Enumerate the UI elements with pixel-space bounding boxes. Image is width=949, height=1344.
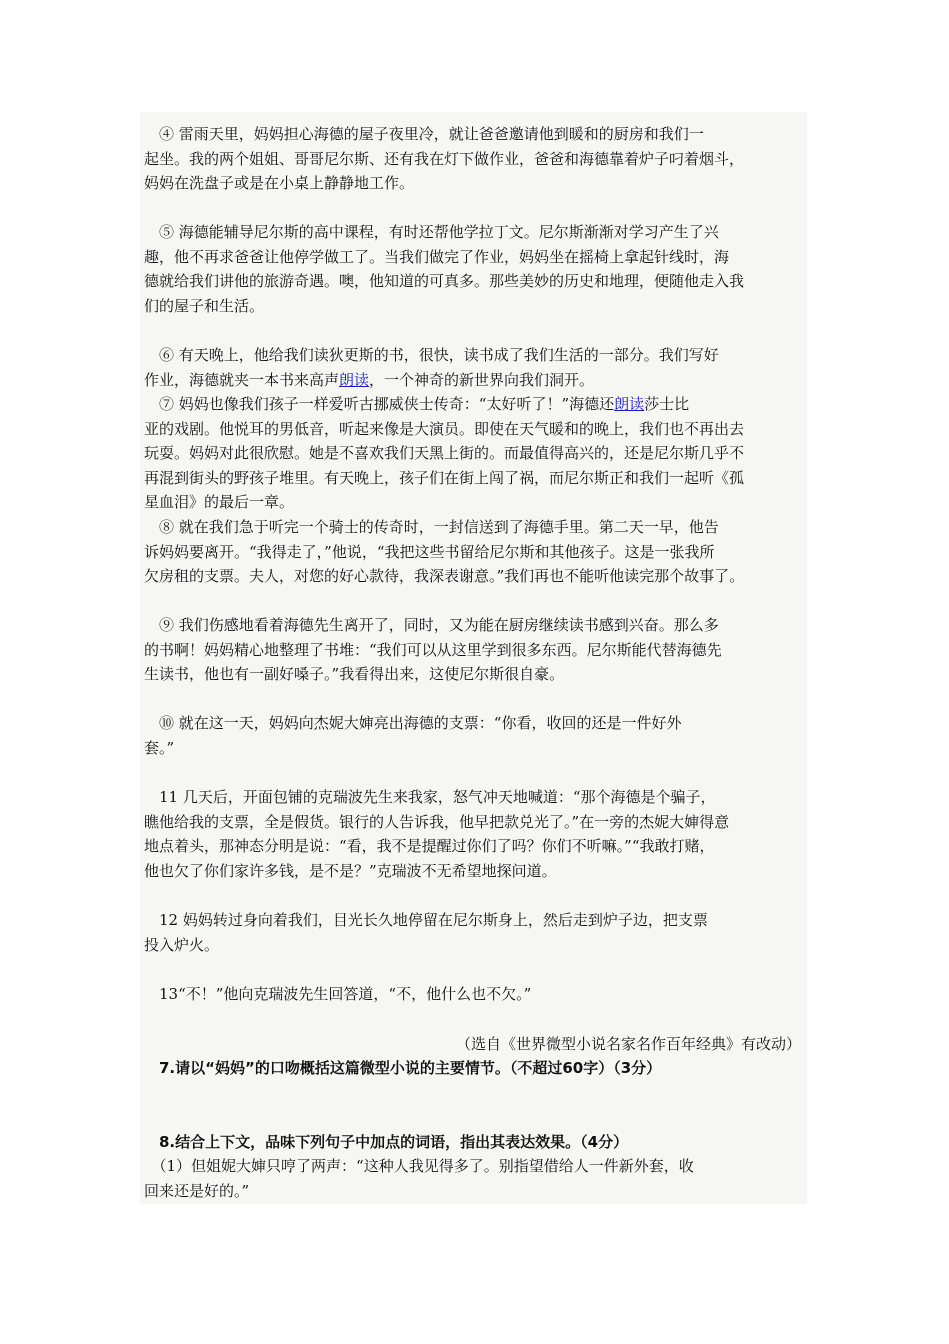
- text-line: 地点着头，那神态分明是说：“看，我不是提醒过你们了吗？你们不听嘛。”“我敢打赌，: [144, 837, 715, 855]
- paragraph-6: [144, 343, 810, 392]
- text-line: 诉妈妈要离开。“我得走了，”他说，“我把这些书留给尼尔斯和其他孩子。这是一张我所: [144, 542, 715, 561]
- read-aloud-link[interactable]: 朗读: [339, 370, 370, 389]
- text-line: 趣，他不再求爸爸让他停学做工了。当我们做完了作业，妈妈坐在摇椅上拿起针线时，海: [144, 247, 730, 266]
- text-line: （1）但姐妮大婶只哼了两声：“这种人我见得多了。别指望借给人一件新外套，收: [144, 1157, 694, 1175]
- text-line: 12 妈妈转过身向着我们，目光长久地停留在尼尔斯身上，然后走到炉子边，把支票: [144, 911, 708, 929]
- text-line: 13“不！”他向克瑞波先生回答道，“不，他什么也不欠。”: [144, 985, 532, 1003]
- text-segment: 莎士比: [644, 395, 690, 413]
- text-line: ⑨ 我们伤感地看着海德先生离开了，同时，又为能在厨房继续读书感到兴奋。那么多: [144, 616, 719, 634]
- text-line: 妈妈在洗盘子或是在小桌上静静地工作。: [144, 174, 415, 192]
- read-aloud-link[interactable]: 朗读: [614, 395, 645, 413]
- text-line: ⑤ 海德能辅导尼尔斯的高中课程，有时还帮他学拉丁文。尼尔斯渐渐对学习产生了兴: [144, 223, 719, 241]
- text-line: 星血泪》的最后一章。: [144, 493, 295, 511]
- text-line: 套。”: [144, 738, 175, 757]
- question-8: 8.结合上下文，品味下列句子中加点的词语，指出其表达效果。（4分）: [144, 1133, 629, 1151]
- text-line: 起坐。我的两个姐姐、哥哥尼尔斯、还有我在灯下做作业，爸爸和海德靠着炉子叼着烟斗，: [144, 149, 745, 168]
- paragraph-13: [144, 982, 810, 1007]
- text-line: 瞧他给我的支票，全是假货。银行的人告诉我，他早把款兑光了。”在一旁的杰妮大婶得意: [144, 812, 730, 831]
- question-7: 7.请以“妈妈”的口吻概括这篇微型小说的主要情节。（不超过60字）（3分）: [144, 1059, 662, 1077]
- text-line: 德就给我们讲他的旅游奇遇。噢，他知道的可真多。那些美妙的历史和地理，便随他走入我: [144, 272, 745, 290]
- paragraph-11: [144, 785, 810, 883]
- paragraph-5: [144, 220, 810, 318]
- text-segment: ，一个神奇的新世界向我们洞开。: [369, 370, 595, 389]
- text-line: 投入炉火。: [144, 935, 220, 954]
- text-line: 回来还是好的。”: [144, 1181, 250, 1200]
- text-line: 再混到街头的野孩子堆里。有天晚上，孩子们在街上闯了祸，而尼尔斯正和我们一起听《孤: [144, 468, 745, 487]
- paragraph-10: [144, 711, 810, 760]
- text-line: 生读书，他也有一副好嗓子。”我看得出来，这使尼尔斯很自豪。: [144, 665, 565, 683]
- paragraph-9: [144, 613, 810, 687]
- text-segment: ⑦ 妈妈也像我们孩子一样爱听古挪威侠士传奇：“太好听了！”海德还: [144, 395, 615, 413]
- question-8-item-1: [144, 1154, 810, 1203]
- text-line: ⑧ 就在我们急于听完一个骑士的传奇时，一封信送到了海德手里。第二天一早，他告: [144, 518, 719, 536]
- text-line: 们的屋子和生活。: [144, 296, 265, 315]
- text-line: 欠房租的支票。夫人，对您的好心款待，我深表谢意。”我们再也不能听他读完那个故事了。: [144, 567, 745, 585]
- text-line: 他也欠了你们家许多钱，是不是？”克瑞波不无希望地探问道。: [144, 861, 557, 880]
- source-citation: （选自《世界微型小说名家名作百年经典》有改动）: [455, 1035, 801, 1053]
- text-line: ⑥ 有天晚上，他给我们读狄更斯的书，很快，读书成了我们生活的一部分。我们写好: [144, 346, 719, 364]
- text-line: ⑩ 就在这一天，妈妈向杰妮大婶亮出海德的支票：“你看，收回的还是一件好外: [144, 714, 682, 732]
- paragraph-8: [144, 515, 810, 589]
- text-line: 亚的戏剧。他悦耳的男低音，听起来像是大演员。即使在天气暖和的晚上，我们也不再出去: [144, 419, 745, 438]
- text-line: 11 几天后，开面包铺的克瑞波先生来我家，怒气冲天地喊道：“那个海德是个骗子，: [144, 788, 716, 806]
- text-segment: 作业，海德就夹一本书来高声: [144, 370, 340, 389]
- paragraph-7: [144, 392, 810, 515]
- text-line: [144, 368, 810, 393]
- text-line: 的书啊！妈妈精心地整理了书堆：“我们可以从这里学到很多东西。尼尔斯能代替海德先: [144, 640, 722, 659]
- paragraph-12: [144, 908, 810, 957]
- text-line: [144, 392, 810, 417]
- paragraph-4: [144, 122, 810, 196]
- text-line: ④ 雷雨天里，妈妈担心海德的屋子夜里冷，就让爸爸邀请他到暖和的厨房和我们一: [144, 125, 704, 143]
- text-line: 玩耍。妈妈对此很欣慰。她是不喜欢我们天黑上街的。而最值得高兴的，还是尼尔斯几乎不: [144, 444, 745, 462]
